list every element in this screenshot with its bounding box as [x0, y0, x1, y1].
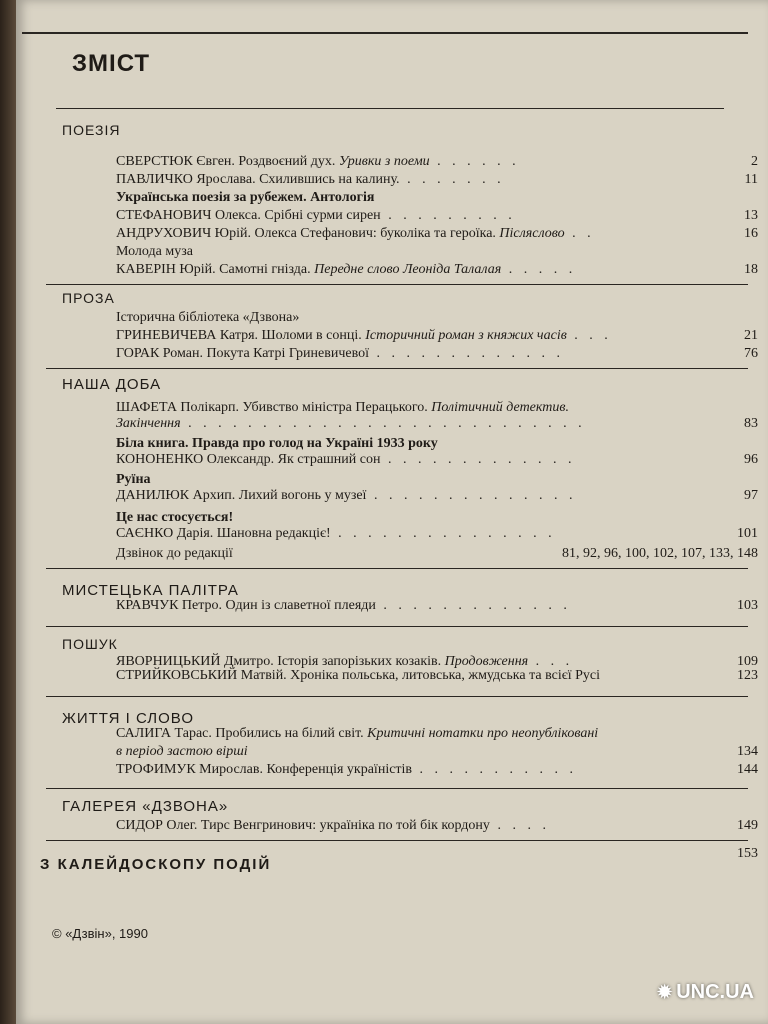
- toc-subsection: Руїна: [116, 472, 151, 487]
- section-title-life-and-word: ЖИТТЯ І СЛОВО: [62, 710, 194, 727]
- toc-entry: ЯВОРНИЦЬКИЙ Дмитро. Історія запорізьких козаків. Продовження . . . 109: [116, 654, 758, 669]
- toc-entry: АНДРУХОВИЧ Юрій. Олекса Стефанович: буколіка та героїка. Післяслово . . 16: [116, 226, 758, 241]
- section-rule: [46, 284, 748, 285]
- section-title-gallery: ГАЛЕРЕЯ «ДЗВОНА»: [62, 798, 229, 815]
- book-spine-shadow: [0, 0, 16, 1024]
- toc-entry: ТРОФИМУК Мирослав. Конференція україністів . . . . . . . . . . . 144: [116, 762, 758, 777]
- section-rule: [46, 840, 748, 841]
- toc-entry: СИДОР Олег. Тирс Венгринович: україніка по той бік кордону . . . . 149: [116, 818, 758, 833]
- contents-page: ЗМІСТ ПОЕЗІЯ СВЕРСТЮК Євген. Роздвоєний дух. Уривки з поеми . . . . . . 2 ПАВЛИЧКО Ярослава. Схилившись на калину. . . . . . . . 11 Українська поезія за рубежем. Антологія СТЕФАНОВИЧ Олекса. Срібні сурми сирен . . . . . . . . . 13 АНДРУХОВИЧ Юрій. Олекса Стефанович: буколіка та героїка. Післяслово . . 16 Молода муза КАВЕРІН Юрій. Самотні гнізда. Передне слово Леоніда Талалая . . . . . 18 ПРОЗА Історична бібліотека «Дзвона» ГРИНЕВИЧЕВА Катря. Шоломи в сонці. Історичний роман з княжих часів . . . 21 ГОРАК Роман. Покута Катрі Гриневичевої . . . . . . . . . . . . . 76 НАША ДОБА ШАФЕТА Полікарп. Убивство міністра Перацького. Політичний детектив. Закінчення . . . . . . . . . . . . . . . . . . . . . . . . . . . 83 Біла книга. Правда про голод на Україні 1933 року КОНОНЕНКО Олександр. Як страшний сон . . . . . . . . . . . . . 96 Руїна ДАНИЛЮК Архип. Лихий вогонь у музеї . . . . . . . . . . . . . . 97 Це нас стосується! САЄНКО Дарія. Шановна редакціє! . . . . . . . . . . . . . . . 101 Дзвінок до редакції 81, 92, 96, 100, 102, 107, 133, 148 МИСТЕЦЬКА ПАЛІТРА КРАВЧУК Петро. Один із славетної плеяди . . . . . . . . . . . . . 103 ПОШУК ЯВОРНИЦЬКИЙ Дмитро. Історія запорізьких козаків. Продовження . . . 109 СТРИЙКОВСЬКИЙ Матвій. Хроніка польська, литовська, жмудська та всієї Русі 123 ЖИТТЯ І СЛОВО САЛИГА Тарас. Пробились на білий світ. Критичні нотатки про неопубліковані в період застою вірші 134 ТРОФИМУК Мирослав. Конференція україністів . . . . . . . . . . . 144 ГАЛЕРЕЯ «ДЗВОНА» СИДОР Олег. Тирс Венгринович: україніка по той бік кордону . . . . 149 З КАЛЕЙДОСКОПУ ПОДІЙ 153 © «Дзвін», 1990: [16, 0, 768, 1024]
- toc-entry: ДАНИЛЮК Архип. Лихий вогонь у музеї . . . . . . . . . . . . . . 97: [116, 488, 758, 503]
- section-title-search: ПОШУК: [62, 636, 118, 652]
- section-rule: [46, 696, 748, 697]
- toc-subsection: Історична бібліотека «Дзвона»: [116, 310, 300, 325]
- toc-entry: СТРИЙКОВСЬКИЙ Матвій. Хроніка польська, литовська, жмудська та всієї Русі 123: [116, 668, 758, 683]
- section-title-our-time: НАША ДОБА: [62, 376, 162, 393]
- star-burst-icon: ✹: [657, 982, 673, 1002]
- toc-subsection: Українська поезія за рубежем. Антологія: [116, 190, 375, 205]
- toc-entry: ГОРАК Роман. Покута Катрі Гриневичевої . . . . . . . . . . . . . 76: [116, 346, 758, 361]
- toc-subsection: Біла книга. Правда про голод на Україні 1933 року: [116, 436, 438, 451]
- toc-entry: Закінчення . . . . . . . . . . . . . . . . . . . . . . . . . . . 83: [116, 416, 758, 431]
- heading-rule: [56, 108, 724, 109]
- copyright-notice: © «Дзвін», 1990: [52, 926, 148, 941]
- toc-entry: СТЕФАНОВИЧ Олекса. Срібні сурми сирен . . . . . . . . . 13: [116, 208, 758, 223]
- watermark-text: UNC.UA: [676, 981, 754, 1003]
- toc-entry: в період застою вірші 134: [116, 744, 758, 759]
- toc-entry: САЄНКО Дарія. Шановна редакціє! . . . . . . . . . . . . . . . 101: [116, 526, 758, 541]
- top-rule: [22, 32, 748, 34]
- toc-entry: КРАВЧУК Петро. Один із славетної плеяди . . . . . . . . . . . . . 103: [116, 598, 758, 613]
- toc-entry: Дзвінок до редакції 81, 92, 96, 100, 102, 107, 133, 148: [116, 546, 758, 561]
- section-title-prose: ПРОЗА: [62, 290, 115, 306]
- toc-subsection: Це нас стосується!: [116, 510, 234, 525]
- toc-entry: ШАФЕТА Полікарп. Убивство міністра Перацького. Політичний детектив.: [116, 400, 569, 415]
- toc-entry: ПАВЛИЧКО Ярослава. Схилившись на калину. . . . . . . . 11: [116, 172, 758, 187]
- section-rule: [46, 788, 748, 789]
- toc-entry: КОНОНЕНКО Олександр. Як страшний сон . . . . . . . . . . . . . 96: [116, 452, 758, 467]
- section-rule: [46, 626, 748, 627]
- toc-entry: СВЕРСТЮК Євген. Роздвоєний дух. Уривки з поеми . . . . . . 2: [116, 154, 758, 169]
- section-title-art-palette: МИСТЕЦЬКА ПАЛІТРА: [62, 582, 239, 599]
- section-title-poetry: ПОЕЗІЯ: [62, 122, 121, 138]
- watermark: [657, 981, 754, 1004]
- toc-entry: ГРИНЕВИЧЕВА Катря. Шоломи в сонці. Історичний роман з княжих часів . . . 21: [116, 328, 758, 343]
- toc-entry: КАВЕРІН Юрій. Самотні гнізда. Передне слово Леоніда Талалая . . . . . 18: [116, 262, 758, 277]
- page-title: ЗМІСТ: [72, 50, 151, 77]
- toc-entry: САЛИГА Тарас. Пробились на білий світ. Критичні нотатки про неопубліковані: [116, 726, 599, 741]
- section-rule: [46, 568, 748, 569]
- section-rule: [46, 368, 748, 369]
- toc-subsection: Молода муза: [116, 244, 193, 259]
- section-title-kaleidoscope: З КАЛЕЙДОСКОПУ ПОДІЙ: [40, 856, 272, 873]
